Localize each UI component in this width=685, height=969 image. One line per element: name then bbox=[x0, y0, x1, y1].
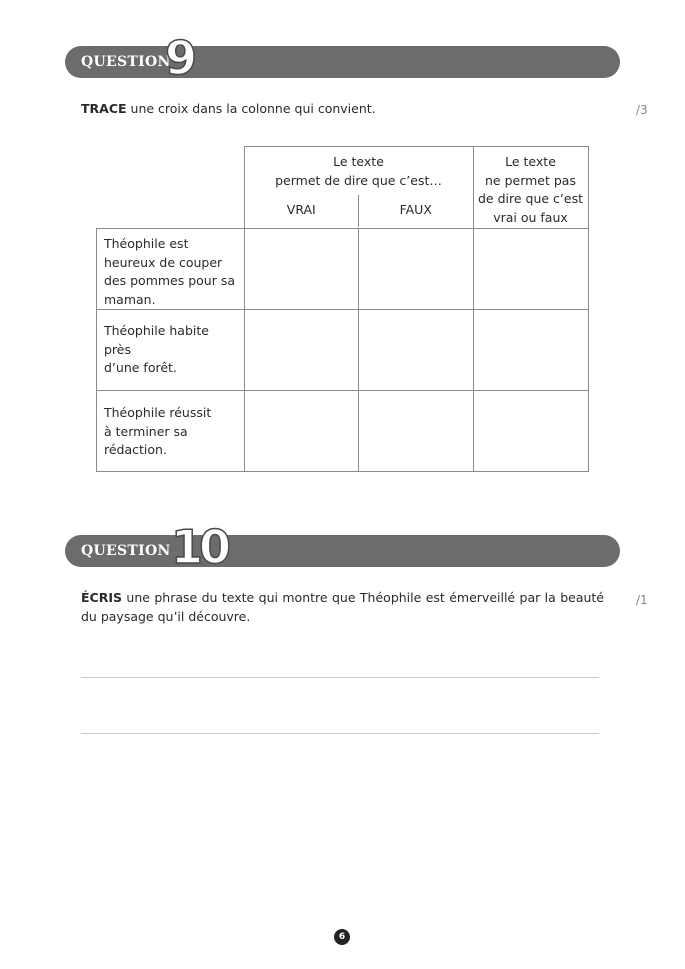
header-vrai: VRAI bbox=[245, 195, 360, 227]
instruction-text: une croix dans la colonne qui convient. bbox=[126, 101, 376, 116]
table-row bbox=[97, 310, 589, 391]
header-faux: FAUX bbox=[399, 202, 432, 217]
instruction-verb: TRACE bbox=[81, 101, 127, 116]
row-statement: Théophile habite près d’une forêt. bbox=[97, 310, 245, 391]
question-9-banner bbox=[65, 31, 620, 85]
cell-faux[interactable] bbox=[358, 310, 473, 391]
instruction-verb: ÉCRIS bbox=[81, 590, 122, 605]
question-10-banner bbox=[65, 520, 620, 574]
question-number: 10 bbox=[171, 520, 228, 574]
header-ne-permet: Le texte ne permet pas de dire que c’est vrai ou faux bbox=[473, 147, 588, 229]
question-label: QUESTION bbox=[81, 54, 171, 70]
table-corner bbox=[97, 147, 245, 229]
cell-ne-permet[interactable] bbox=[473, 391, 588, 472]
answer-line[interactable] bbox=[81, 733, 599, 734]
question-10-instruction bbox=[81, 588, 604, 626]
cell-ne-permet[interactable] bbox=[473, 310, 588, 391]
instruction-text: une phrase du texte qui montre que Théophile est émerveillé par la beauté du paysage qu’il découvre. bbox=[81, 590, 604, 624]
row-statement: Théophile est heureux de couper des pommes pour sa maman. bbox=[97, 229, 245, 310]
page-number: 6 bbox=[334, 929, 350, 945]
question-9-score: /3 bbox=[636, 103, 648, 117]
question-label: QUESTION bbox=[81, 543, 171, 559]
cell-faux[interactable] bbox=[358, 229, 473, 310]
row-statement: Théophile réussit à terminer sa rédaction. bbox=[97, 391, 245, 472]
question-number: 9 bbox=[165, 31, 194, 85]
table-row bbox=[97, 229, 589, 310]
question-9-instruction bbox=[81, 99, 621, 118]
cell-faux[interactable] bbox=[358, 391, 473, 472]
cell-vrai[interactable] bbox=[244, 229, 358, 310]
question-10-score: /1 bbox=[636, 593, 648, 607]
cell-ne-permet[interactable] bbox=[473, 229, 588, 310]
cell-vrai[interactable] bbox=[244, 310, 358, 391]
answer-line[interactable] bbox=[81, 677, 599, 678]
answer-table bbox=[96, 146, 589, 472]
table-row bbox=[97, 391, 589, 472]
cell-vrai[interactable] bbox=[244, 391, 358, 472]
header-permet bbox=[244, 147, 473, 229]
header-permet-text: Le texte permet de dire que c’est… bbox=[275, 154, 442, 188]
